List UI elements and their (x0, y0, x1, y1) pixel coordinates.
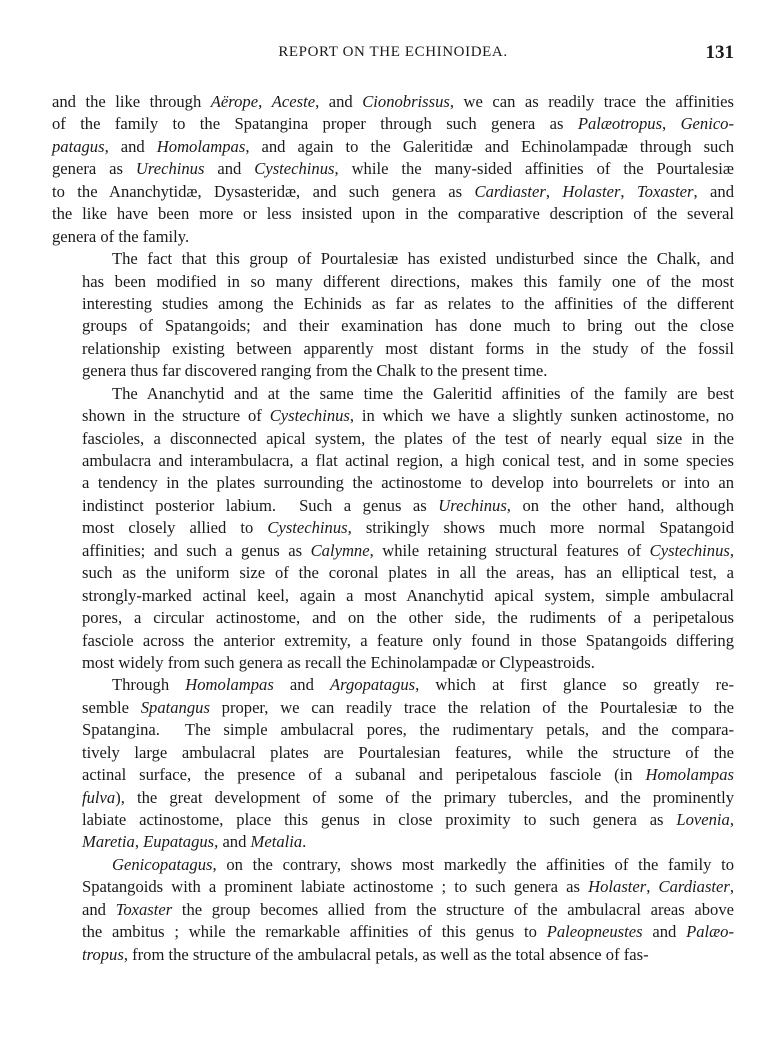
text-run: , (545, 181, 563, 201)
text-run: , and (214, 832, 251, 852)
italic-genus-name: Toxaster (115, 899, 173, 919)
text-run: , (729, 810, 734, 829)
text-run: tively large ambulacral plates are Pourtalesian features, while the structure of the (82, 742, 734, 762)
paragraph (52, 383, 734, 675)
text-line (52, 562, 734, 584)
text-line (52, 921, 734, 943)
italic-genus-name: Homolampas (185, 675, 274, 695)
text-line (52, 315, 734, 337)
text-run: semble (82, 697, 141, 717)
italic-genus-name: Genico- (680, 114, 735, 134)
text-run: , strikingly shows much more normal Spatangoid (347, 518, 734, 538)
italic-genus-name: Holaster (588, 877, 647, 897)
italic-genus-name: patagus (52, 136, 105, 156)
text-run: , (729, 540, 734, 560)
italic-genus-name: Metalia (250, 832, 303, 852)
italic-genus-name: Homolampas (156, 136, 246, 156)
text-run: , in which we have a slightly sunken actinostome, no (349, 406, 734, 426)
text-line (52, 472, 734, 494)
italic-genus-name: fulva (82, 787, 116, 807)
text-run: , (729, 877, 734, 897)
italic-genus-name: Homolampas (645, 765, 734, 785)
text-run: genera of the family. (52, 226, 190, 246)
text-line (52, 585, 734, 607)
text-line (52, 540, 734, 562)
text-line (52, 764, 734, 786)
text-run: The Ananchytid and at the same time the Galeritid affinities of the family are best (112, 383, 734, 403)
text-line (52, 876, 734, 898)
text-run: , and again to the Galeritidæ and Echinolampadæ through such (245, 136, 735, 156)
italic-genus-name: Palæotropus (577, 114, 663, 134)
text-run: fascioles, a disconnected apical system, the plates of the test of nearly equal size in the (82, 428, 734, 448)
italic-genus-name: Argopatagus (330, 675, 416, 695)
text-run: genera thus far discovered ranging from the Chalk to the present time. (82, 361, 548, 381)
text-run: indistinct posterior labium. Such a genus as (82, 495, 439, 515)
text-run: , (662, 114, 681, 134)
text-line (52, 630, 734, 652)
text-line (52, 248, 734, 270)
text-line (52, 854, 734, 876)
text-run: , and (315, 92, 363, 111)
text-run: , which at first glance so greatly re- (415, 675, 734, 695)
italic-genus-name: Spatangus (140, 697, 210, 717)
text-run: and (642, 922, 687, 942)
text-line (52, 742, 734, 764)
text-run: strongly-marked actinal keel, again a most Ananchytid apical system, simple ambulacral (82, 585, 734, 605)
italic-genus-name: Maretia (82, 832, 135, 852)
text-run: actinal surface, the presence of a subanal and peripetalous fasciole (in (82, 765, 646, 785)
italic-genus-name: Lovenia (676, 810, 730, 829)
italic-genus-name: Calymne (310, 540, 370, 560)
text-run: proper, we can readily trace the relation of the Pourtalesiæ to the (209, 697, 734, 717)
italic-genus-name: Genicopatagus (112, 854, 213, 874)
text-run: to the Ananchytidæ, Dysasteridæ, and such genera as (52, 181, 475, 201)
text-run: and (82, 899, 116, 919)
text-run: the ambitus ; while the remarkable affinities of this genus to (82, 922, 547, 942)
text-line (52, 338, 734, 360)
paragraph (52, 248, 734, 383)
text-run: , from the structure of the ambulacral petals, as well as the total absence of fas- (123, 944, 649, 964)
text-line (52, 203, 734, 225)
text-run: interesting studies among the Echinids as far as relates to the affinities of the different (82, 293, 734, 313)
text-line (52, 652, 734, 674)
paragraph (52, 91, 734, 248)
text-run: the like have been more or less insisted upon in the comparative description of the several (52, 204, 734, 224)
text-line (52, 271, 734, 293)
text-run: pores, a circular actinostome, and on the other side, the rudiments of a peripetalous (82, 608, 734, 628)
text-line (52, 899, 734, 921)
italic-genus-name: Toxaster (636, 181, 694, 201)
italic-genus-name: Paleopneustes (546, 922, 643, 942)
text-run: ambulacra and interambulacra, a flat actinal region, a high conical test, and in some species (82, 451, 734, 470)
text-line (52, 517, 734, 539)
italic-genus-name: Aërope (210, 92, 259, 111)
text-line (52, 697, 734, 719)
body-text (52, 91, 734, 966)
italic-genus-name: Eupatagus (143, 832, 215, 852)
italic-genus-name: Aceste (271, 92, 316, 111)
text-line (52, 91, 734, 113)
text-line (52, 405, 734, 427)
text-line (52, 495, 734, 517)
italic-genus-name: Cardiaster (658, 877, 730, 897)
text-run: , (620, 181, 637, 201)
text-run: most closely allied to (82, 518, 268, 538)
text-run: , and (693, 181, 734, 201)
text-run: affinities; and such a genus as (82, 540, 311, 560)
text-line (52, 226, 734, 248)
text-run: such as the uniform size of the coronal plates in all the areas, has an elliptical test, a (82, 563, 734, 583)
italic-genus-name: Cardiaster (474, 181, 546, 201)
text-run: genera as (52, 159, 136, 179)
text-run: and the like through (52, 92, 211, 111)
italic-genus-name: tropus (82, 944, 124, 964)
text-run: , and (104, 136, 157, 156)
text-run: the group becomes allied from the structure of the ambulacral areas above (172, 899, 734, 919)
page-header (52, 44, 734, 68)
text-run: ), the great development of some of the primary tubercles, and the prominently (115, 787, 734, 807)
text-line (52, 450, 734, 472)
text-run: fasciole across the anterior extremity, a feature only found in those Spatangoids differing (82, 630, 734, 650)
text-line (52, 787, 734, 809)
text-run: a tendency in the plates surrounding the actinostome to develop into bourrelets or into an (82, 473, 734, 493)
page-number: 131 (705, 42, 734, 63)
running-title: REPORT ON THE ECHINOIDEA. (278, 44, 508, 60)
italic-genus-name: Palæo- (686, 922, 734, 942)
text-line (52, 674, 734, 696)
text-run: . (302, 832, 307, 852)
text-run: , on the contrary, shows most markedly the affinities of the family to (212, 854, 734, 874)
italic-genus-name: Urechinus (438, 495, 507, 515)
text-run: shown in the structure of (82, 406, 270, 426)
italic-genus-name: Cystechinus (267, 518, 348, 538)
text-line (52, 360, 734, 382)
text-run: Spatangina. The simple ambulacral pores, the rudimentary petals, and the compara- (82, 720, 734, 740)
italic-genus-name: Urechinus (135, 159, 205, 179)
text-run: , while the many-sided affinities of the Pourtalesiæ (334, 159, 734, 179)
text-line (52, 831, 734, 853)
italic-genus-name: Cystechinus (649, 540, 730, 560)
text-run: , on the other hand, although (506, 495, 735, 515)
text-line (52, 181, 734, 203)
italic-genus-name: Cystechinus (269, 406, 350, 426)
italic-genus-name: Cystechinus (254, 159, 335, 179)
text-line (52, 383, 734, 405)
text-run: and (273, 675, 331, 695)
paragraph (52, 854, 734, 966)
text-run: , (134, 832, 144, 852)
paragraph (52, 674, 734, 854)
text-run: relationship existing between apparently most distant forms in the study of the fossil (82, 338, 734, 358)
text-run: , (258, 92, 272, 111)
text-run: , we can as readily trace the affinities (449, 92, 735, 111)
text-line (52, 136, 734, 158)
italic-genus-name: Holaster (562, 181, 621, 201)
text-line (52, 428, 734, 450)
text-line (52, 293, 734, 315)
text-run: labiate actinostome, place this genus in close proximity to such genera as (82, 810, 677, 829)
text-run: and (204, 159, 255, 179)
text-run: , while retaining structural features of (369, 540, 650, 560)
text-line (52, 944, 734, 966)
text-run: most widely from such genera as recall the Echinolampadæ or Clypeastroids. (82, 652, 595, 672)
text-run: Through (112, 675, 186, 695)
text-run: groups of Spatangoids; and their examination has done much to bring out the close (82, 316, 734, 336)
text-line (52, 113, 734, 135)
text-line (52, 158, 734, 180)
text-line (52, 719, 734, 741)
text-run: Spatangoids with a prominent labiate actinostome ; to such genera as (82, 877, 589, 897)
italic-genus-name: Cionobrissus (362, 92, 450, 111)
text-line (52, 809, 734, 831)
text-line (52, 607, 734, 629)
text-run: has been modified in so many different directions, makes this family one of the most (82, 271, 734, 291)
text-run: of the family to the Spatangina proper through such genera as (52, 114, 578, 134)
text-run: , (646, 877, 659, 897)
text-run: The fact that this group of Pourtalesiæ has existed undisturbed since the Chalk, and (112, 249, 734, 269)
